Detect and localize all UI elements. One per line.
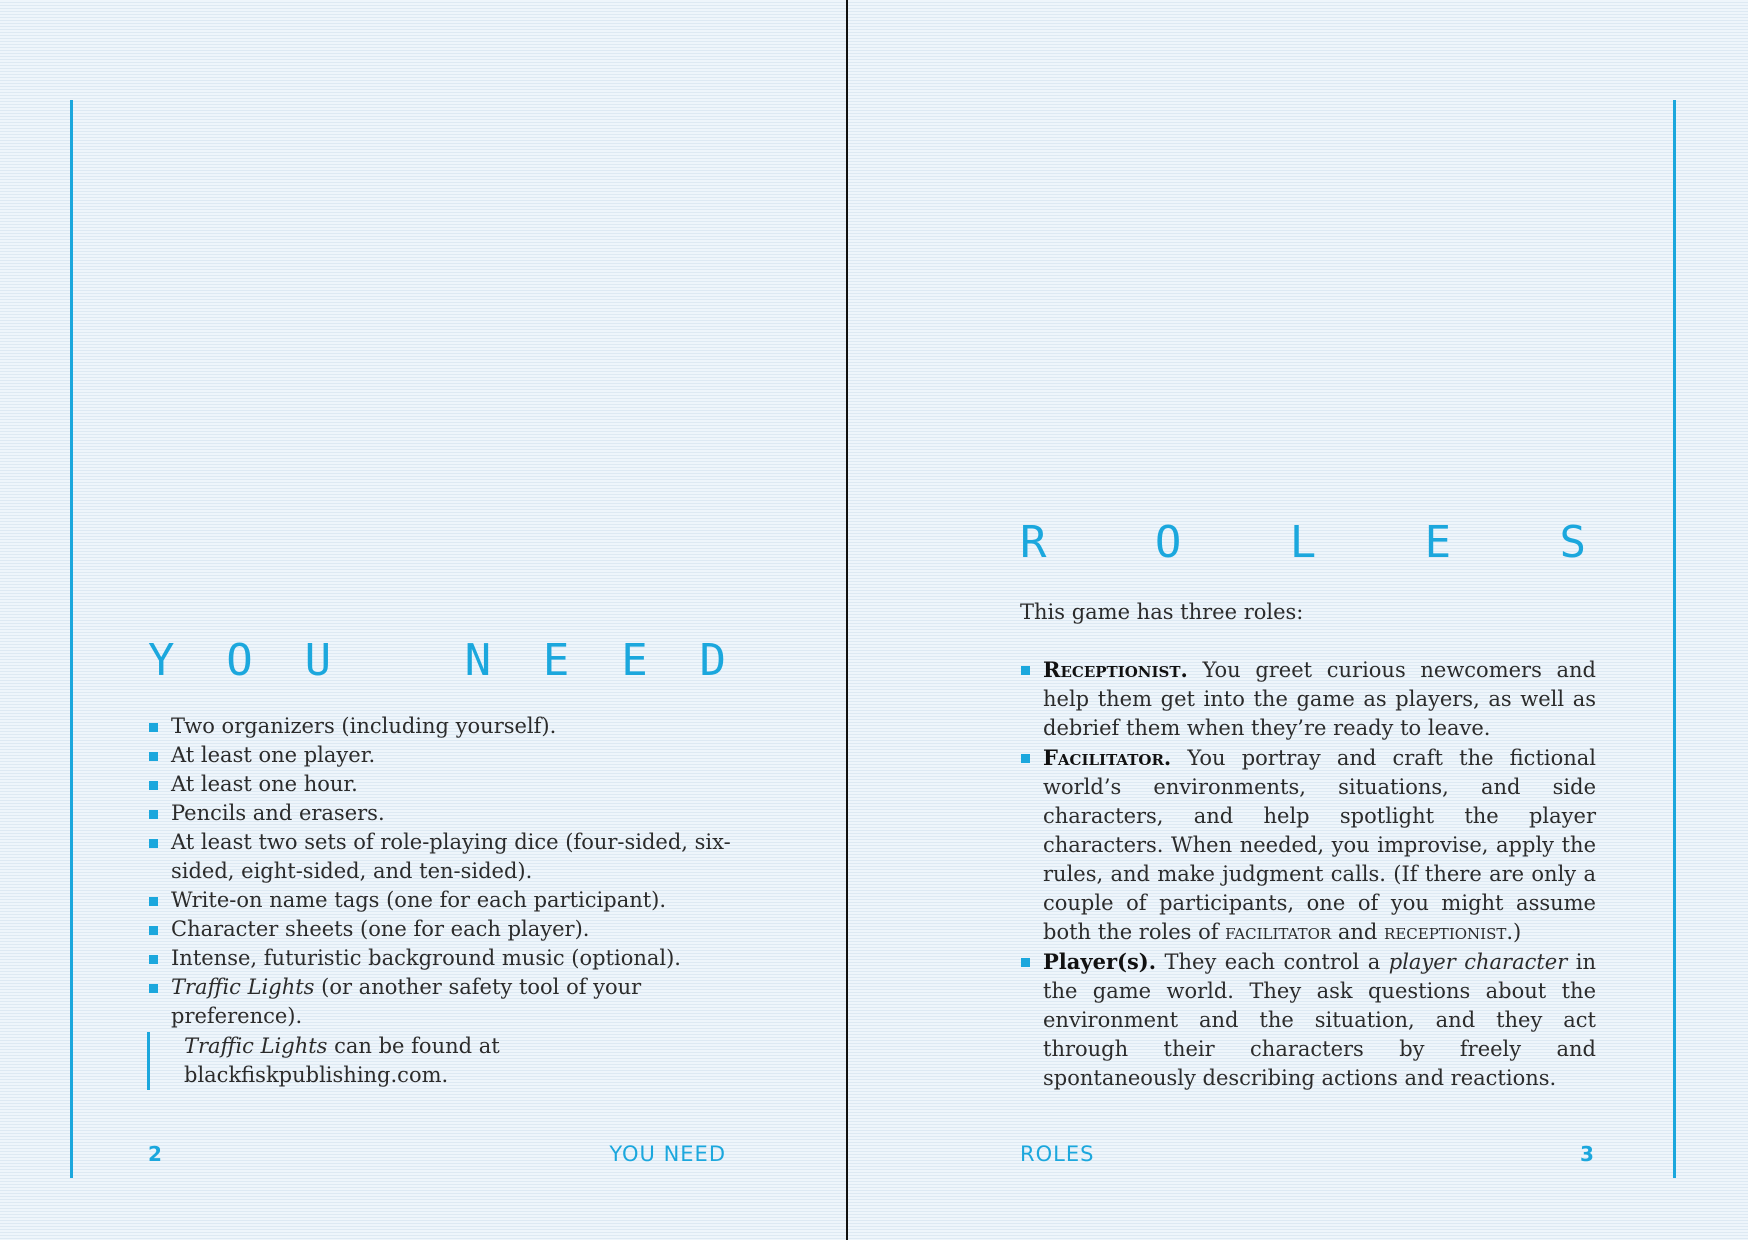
left-page xyxy=(0,0,846,1240)
page-number: 3 xyxy=(1580,1142,1594,1166)
heading-space xyxy=(383,636,413,686)
role-description: You greet curious newcomers and help them get into the game as players, as well as debrief them when they’re ready to leave. xyxy=(1043,658,1596,740)
heading-letter: O xyxy=(226,635,253,686)
left-margin-rule xyxy=(70,100,73,1178)
safety-tool-name: Traffic Lights xyxy=(171,975,315,999)
list-item xyxy=(148,973,738,1031)
heading-letter: D xyxy=(699,635,726,686)
role-term: Facilitator. xyxy=(1043,745,1172,770)
role-players xyxy=(1020,947,1596,1093)
note-text: can be found at xyxy=(327,1034,500,1058)
heading-letter: L xyxy=(1289,517,1317,568)
right-margin-rule xyxy=(1673,100,1676,1178)
right-page xyxy=(848,0,1748,1240)
list-item: At least two sets of role-playing dice (four-sided, six-sided, eight-sided, and ten-sided). xyxy=(148,828,738,886)
list-item: Two organizers (including yourself). xyxy=(148,712,738,741)
sidebar-note xyxy=(147,1032,744,1090)
role-term: Receptionist. xyxy=(1043,657,1188,682)
heading-letter: S xyxy=(1559,517,1586,568)
role-facilitator xyxy=(1020,743,1596,947)
heading-letter: E xyxy=(621,635,648,686)
note-title: Traffic Lights xyxy=(184,1034,328,1058)
role-description: .) xyxy=(1506,920,1522,944)
role-emphasis: player character xyxy=(1388,950,1568,974)
heading-letter: Y xyxy=(148,635,175,686)
role-description: You portray and craft the fictional world’s environments, situations, and side characters, and help spotlight the player characters. When needed, you improvise, apply the rules, and make judgment calls. (If there are only a couple of participants, one of you might assume both the roles of xyxy=(1043,746,1596,944)
heading-letter: R xyxy=(1020,517,1047,568)
role-reference: receptionist xyxy=(1384,920,1507,944)
you-need-heading xyxy=(148,636,726,686)
role-description: They each control a xyxy=(1156,950,1389,974)
roles-heading xyxy=(1020,518,1586,568)
list-item: At least one player. xyxy=(148,741,738,770)
heading-letter: E xyxy=(542,635,570,686)
requirements-list xyxy=(148,712,738,1031)
running-head: YOU NEED xyxy=(609,1142,726,1166)
list-item: Pencils and erasers. xyxy=(148,799,738,828)
heading-letter: N xyxy=(464,635,492,686)
role-description: and xyxy=(1331,920,1385,944)
page-number: 2 xyxy=(148,1142,162,1166)
list-item-text: (or another safety tool of your preference). xyxy=(171,975,642,1028)
list-item: Write-on name tags (one for each participant). xyxy=(148,886,738,915)
running-head: ROLES xyxy=(1020,1142,1095,1166)
roles-list xyxy=(1020,655,1596,1093)
role-description: in the game world. They ask questions about the environment and the situation, and they act through their characters by freely and spontaneously describing actions and reactions. xyxy=(1043,950,1596,1090)
roles-intro: This game has three roles: xyxy=(1020,600,1304,624)
note-line xyxy=(184,1032,744,1061)
role-receptionist xyxy=(1020,655,1596,743)
role-term: Player(s). xyxy=(1043,949,1157,974)
heading-letter: U xyxy=(304,635,332,686)
list-item: At least one hour. xyxy=(148,770,738,799)
list-item: Character sheets (one for each player). xyxy=(148,915,738,944)
list-item: Intense, futuristic background music (optional). xyxy=(148,944,738,973)
role-reference: facilitator xyxy=(1225,920,1332,944)
heading-letter: E xyxy=(1424,517,1452,568)
heading-letter: O xyxy=(1154,517,1182,568)
note-link[interactable]: blackfiskpublishing.com. xyxy=(184,1063,449,1087)
